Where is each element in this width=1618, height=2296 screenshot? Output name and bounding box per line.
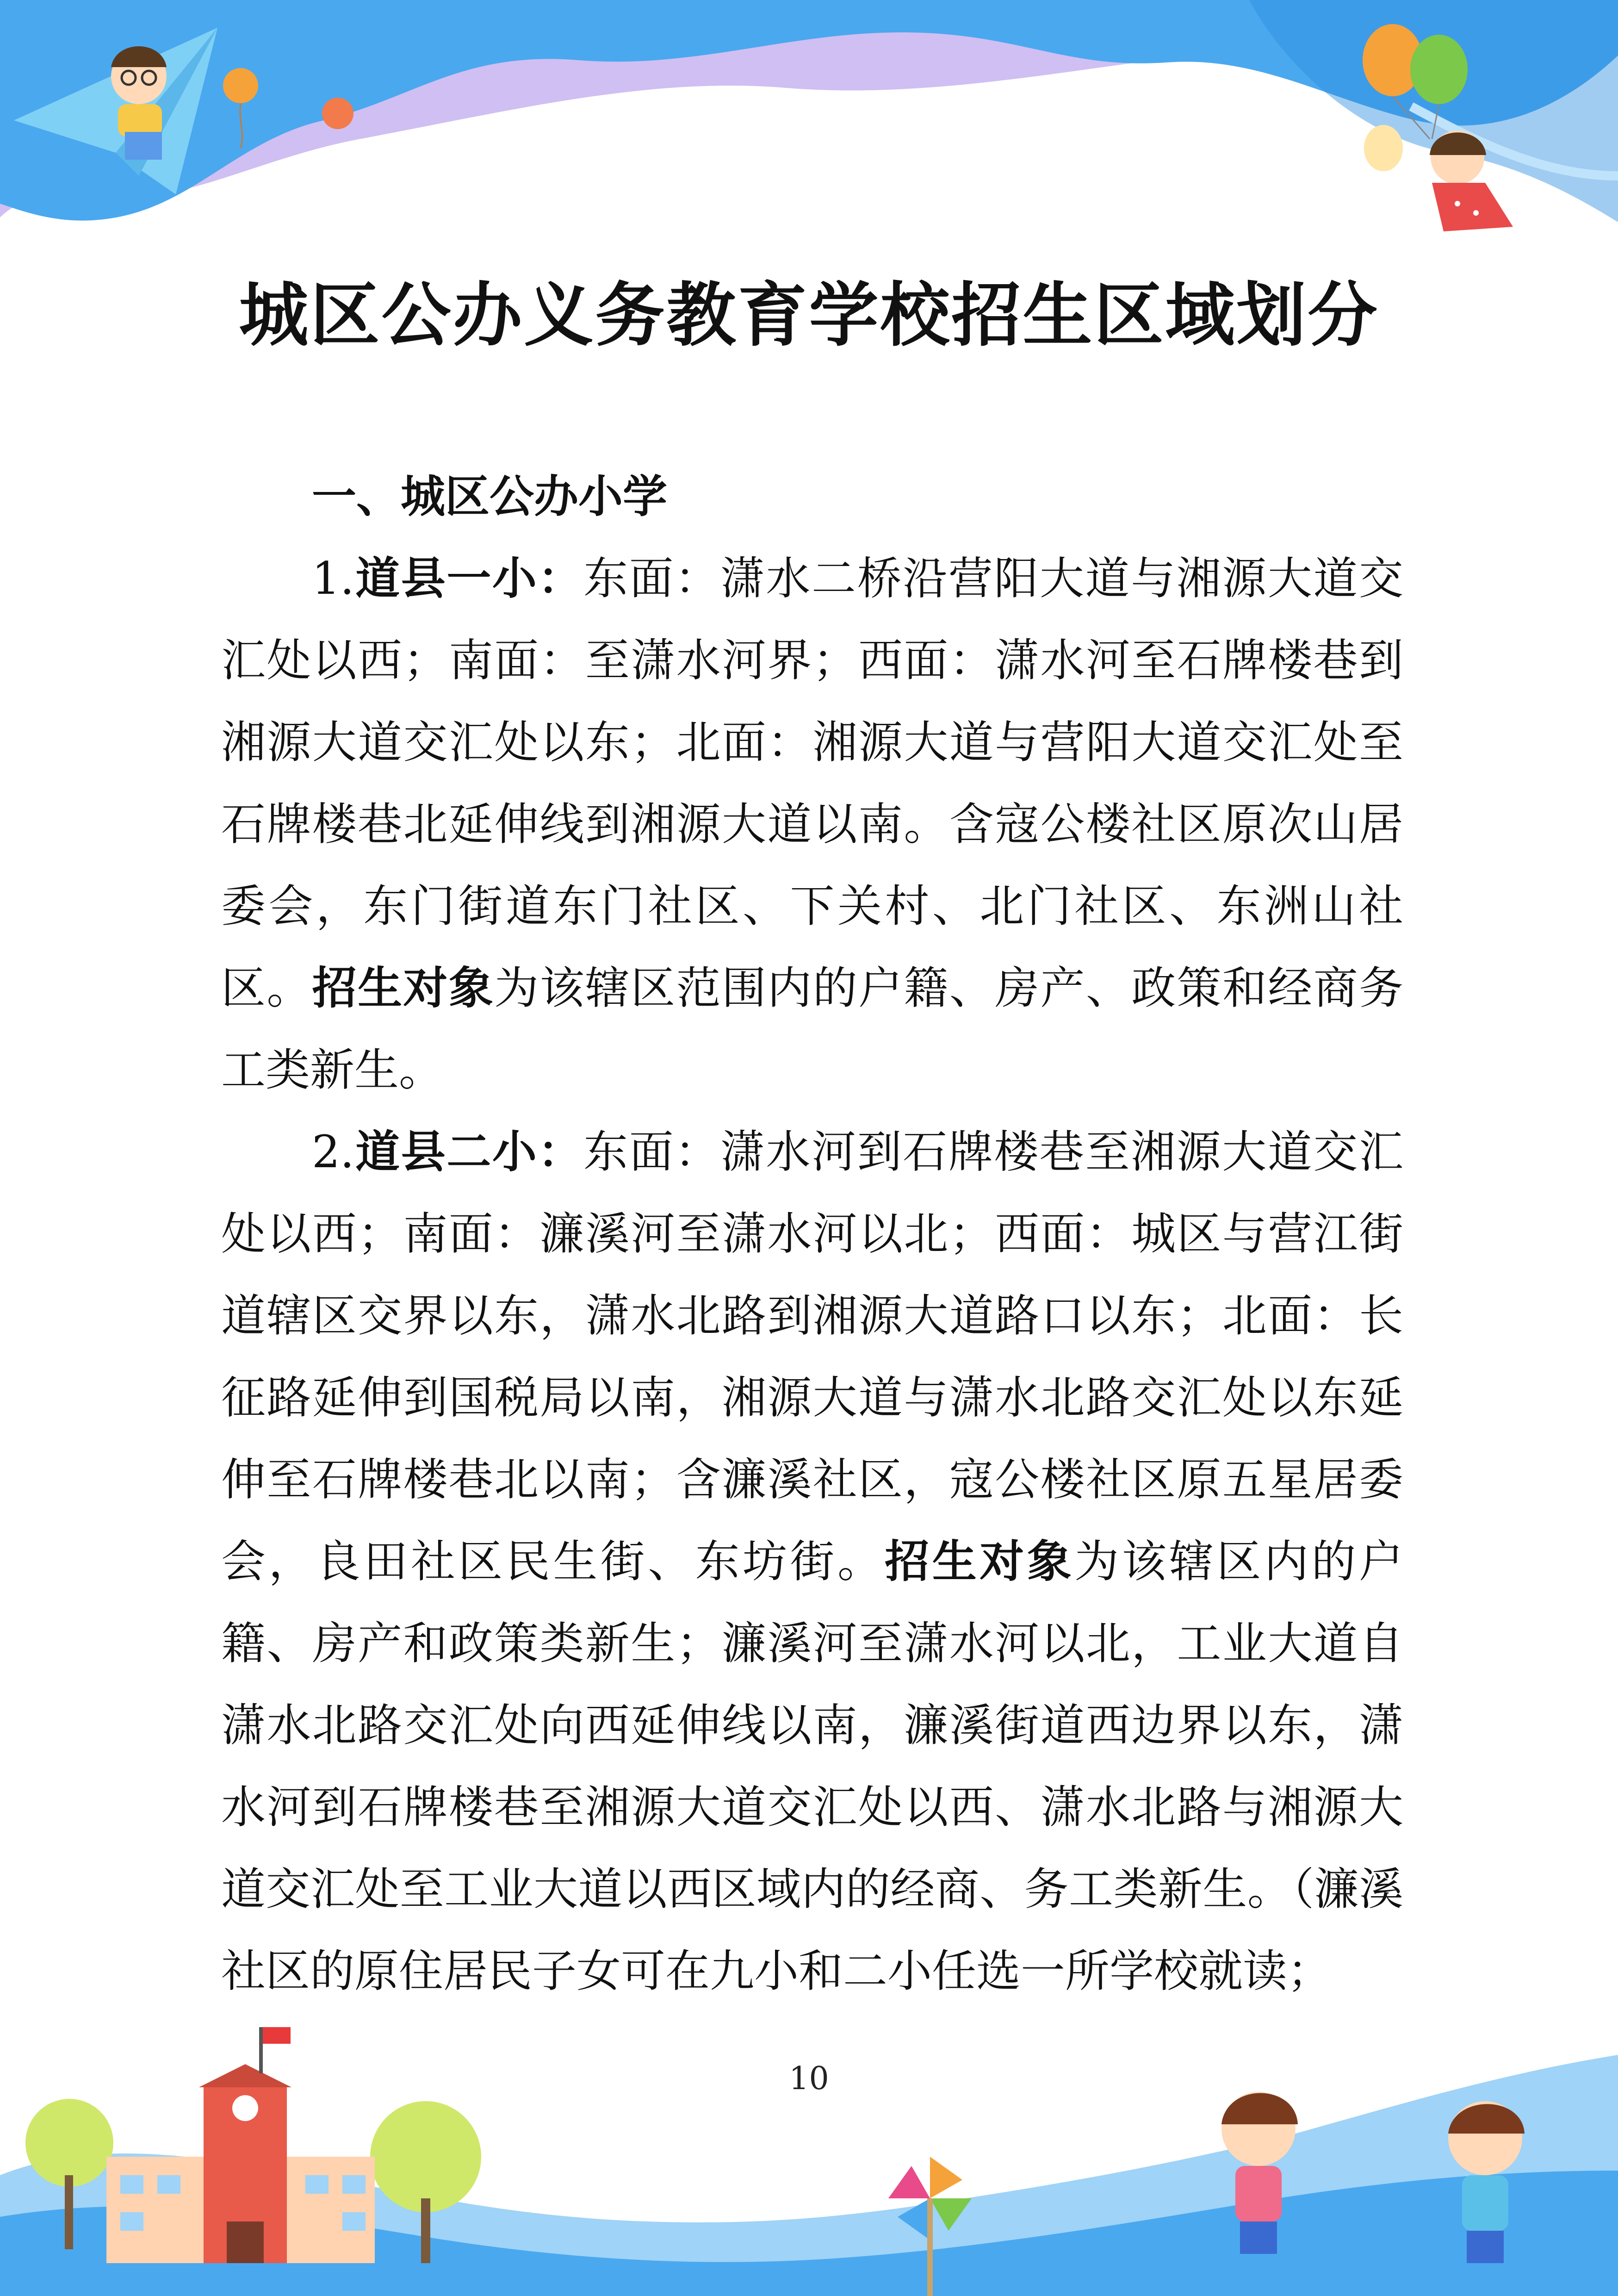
top-decoration — [0, 0, 1618, 259]
district-boundary-text: 东面：潇水二桥沿营阳大道与湘源大道交汇处以西；南面：至潇水河界；西面：潇水河至石牌楼巷到湘源大道交汇处以东；北面：湘源大道与营阳大道交汇处至石牌楼巷北延伸线到湘源大道以南。含寇公楼社区原次山居委会，东门街道东门社区、下关村、北门社区、东洲山社区。 — [221, 553, 1404, 1014]
enrollment-target-label: 招生对象 — [885, 1536, 1075, 1587]
school-number: 1. — [312, 553, 354, 604]
school-entry — [221, 1111, 1403, 2012]
school-name: 道县二小： — [354, 1126, 584, 1178]
enrollment-target-text: 为该辖区范围内的户籍、房产、政策和经商务工类新生。 — [221, 962, 1404, 1096]
red-balloon-icon — [322, 98, 353, 129]
page-title: 城区公办义务教育学校招生区域划分 — [239, 275, 1379, 356]
document-body — [221, 456, 1403, 2012]
school-entry — [221, 538, 1403, 1111]
orange-balloon-icon — [223, 68, 258, 103]
section-heading: 一、城区公办小学 — [312, 471, 667, 523]
enrollment-target-text: 为该辖区内的户籍、房产和政策类新生；濂溪河至潇水河以北，工业大道自潇水北路交汇处向西延伸线以南，濂溪街道西边界以东，潇水河到石牌楼巷至湘源大道交汇处以西、潇水北路与湘源大道交汇处至工业大道以西区域内的经商、务工类新生。（濂溪社区的原住居民子女可在九小和二小任选一所学校就读； — [221, 1536, 1404, 1997]
school-name: 道县一小： — [354, 553, 584, 604]
school-building — [106, 2027, 375, 2263]
school-number: 2. — [312, 1126, 354, 1178]
district-boundary-text: 东面：潇水河到石牌楼巷至湘源大道交汇处以西；南面：濂溪河至潇水河以北；西面：城区与营江街道辖区交界以东，潇水北路到湘源大道路口以东；北面：长征路延伸到国税局以南，湘源大道与潇水北路交汇处以东延伸至石牌楼巷北以南；含濂溪社区，寇公楼社区原五星居委会，良田社区民生街、东坊街。 — [221, 1126, 1404, 1587]
page-number: 10 — [789, 2060, 829, 2097]
enrollment-target-label: 招生对象 — [312, 962, 495, 1014]
bottom-decoration — [0, 2018, 1618, 2296]
